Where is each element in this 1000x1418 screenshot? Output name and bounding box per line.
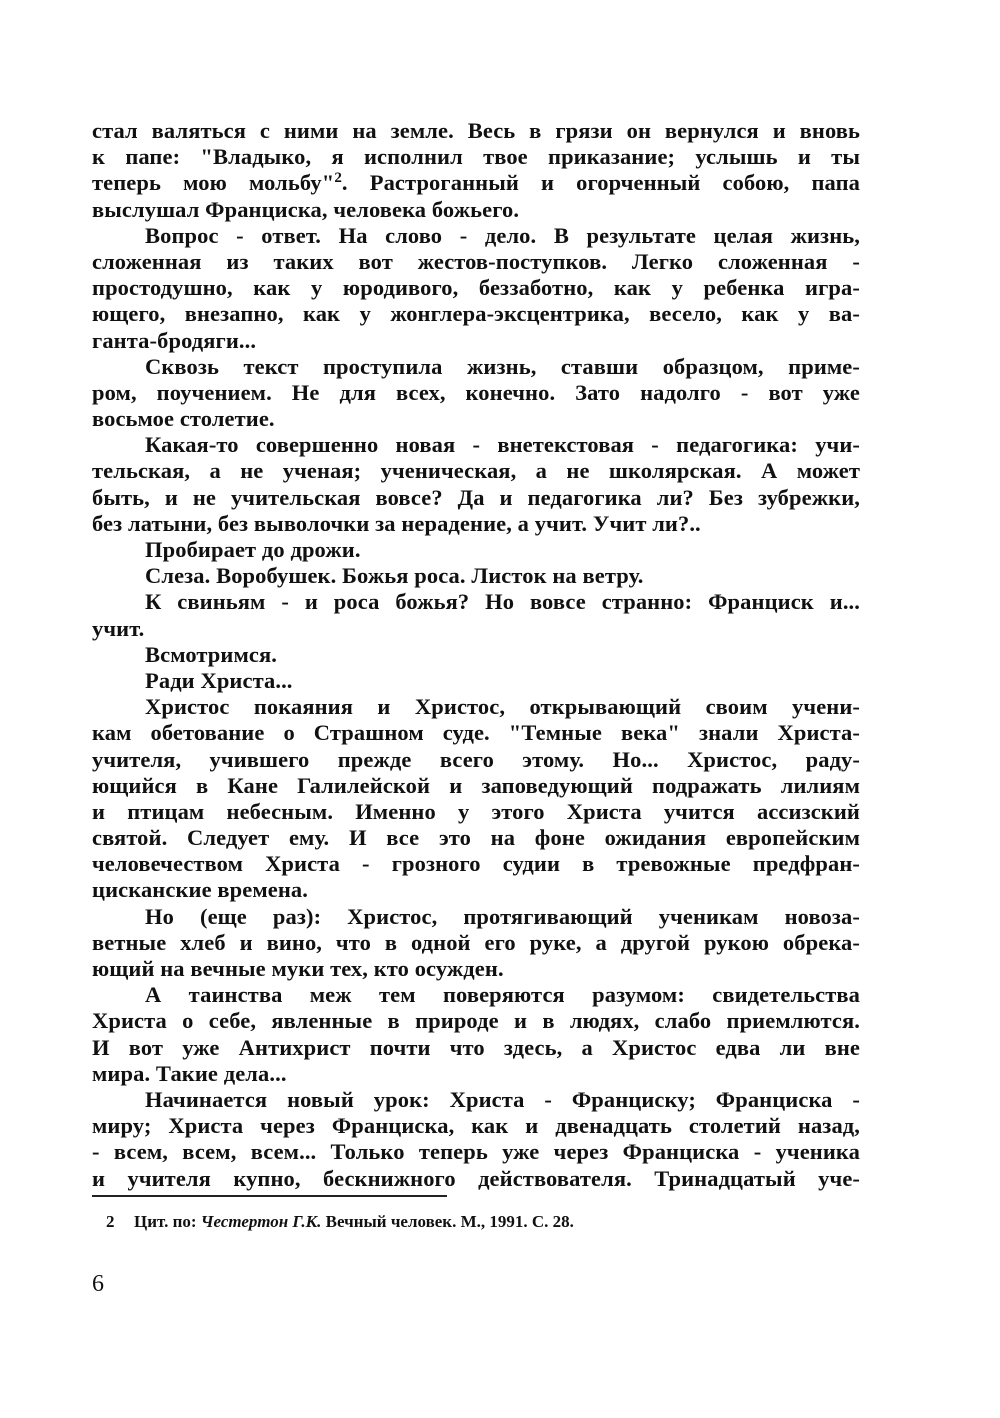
text-line (92, 773, 860, 799)
text-line-content: Всмотримся. (145, 641, 277, 667)
text-line (92, 668, 860, 694)
text-line (92, 275, 860, 301)
text-line-content: ветные хлеб и вино, что в одной его руке, а другой рукою обрека- (92, 929, 860, 955)
text-line-content: учителя, учившего прежде всего этому. Но... Христос, раду- (92, 746, 860, 772)
text-line (92, 904, 860, 930)
text-line (92, 799, 860, 825)
text-line (92, 1035, 860, 1061)
text-line (92, 197, 860, 223)
text-line-content: мира. Такие дела... (92, 1060, 287, 1086)
text-line (92, 1087, 860, 1113)
text-line (92, 144, 860, 170)
text-line-content: учит. (92, 615, 145, 641)
text-line-content: быть, и не учительская вовсе? Да и педагогика ли? Без зубрежки, (92, 484, 860, 510)
footnote-number: 2 (106, 1212, 115, 1231)
text-line-continuation: . Растроганный и огорченный собою, папа (341, 170, 861, 196)
text-line-content: тельская, а не ученая; ученическая, а не школярская. А может (92, 458, 860, 484)
text-line-content: Ради Христа... (145, 667, 293, 693)
text-line-content: Начинается новый урок: Христа - Франциску; Франциска - (145, 1086, 860, 1112)
text-line (92, 720, 860, 746)
text-line-content: Вопрос - ответ. На слово - дело. В результате целая жизнь, (145, 222, 860, 248)
text-line-content: А таинства меж тем поверяются разумом: свидетельства (145, 982, 860, 1008)
page-number: 6 (92, 1271, 104, 1297)
text-line (92, 1166, 860, 1192)
text-line (92, 458, 860, 484)
text-line (92, 642, 860, 668)
text-line (92, 825, 860, 851)
text-line-content: кам обетование о Страшном суде. "Темные века" знали Христа- (92, 720, 860, 746)
text-line-content: цисканские времена. (92, 877, 308, 903)
text-line-content: ющийся в Кане Галилейской и заповедующий подражать лилиям (92, 772, 860, 798)
text-line-content: и птицам небесным. Именно у этого Христа учится ассизский (92, 798, 860, 824)
text-line-content: выслушал Франциска, человека божьего. (92, 196, 520, 222)
footnote-prefix: Цит. по: (134, 1212, 201, 1231)
text-line-content: простодушно, как у юродивого, беззаботно, как у ребенка игра- (92, 275, 860, 301)
text-line (92, 1113, 860, 1139)
text-line-content: ющий на вечные муки тех, кто осужден. (92, 956, 504, 981)
text-line-content: сложенная из таких вот жестов-поступков. Легко сложенная - (92, 248, 860, 274)
text-line (92, 223, 860, 249)
text-line (92, 982, 860, 1008)
text-line (92, 589, 860, 615)
text-line-content: теперь мою мольбу" (92, 170, 335, 196)
text-line (92, 380, 860, 406)
text-line (92, 354, 860, 380)
text-line (92, 1139, 860, 1165)
text-line-content: ганта-бродяги... (92, 327, 257, 353)
text-line (92, 301, 860, 327)
footnote-reference: 2 (334, 170, 342, 187)
text-line (92, 406, 860, 432)
text-line-content: святой. Следует ему. И все это на фоне ожидания европейским (92, 825, 860, 851)
text-line-content: К свиньям - и роса божья? Но вовсе странно: Франциск и... (145, 589, 860, 615)
text-line (92, 930, 860, 956)
text-line-content: Христос покаяния и Христос, открывающий своим учени- (145, 694, 860, 720)
text-line-content: Но (еще раз): Христос, протягивающий ученикам новоза- (145, 903, 860, 929)
text-line-content: - всем, всем, всем... Только теперь уже через Франциска - ученика (92, 1139, 860, 1165)
text-line (92, 1008, 860, 1034)
text-line (92, 485, 860, 511)
text-line-content: к папе: "Владыко, я исполнил твое приказание; услышь и ты (92, 144, 860, 170)
text-line-content: ющего, внезапно, как у жонглера-эксцентрика, весело, как у ва- (92, 301, 860, 327)
text-line-content: восьмое столетие. (92, 406, 275, 432)
text-line (92, 432, 860, 458)
text-line (92, 747, 860, 773)
text-line-content: и учителя купно, бескнижного действователя. Тринадцатый уче- (92, 1165, 860, 1191)
text-line (92, 956, 860, 982)
text-line (92, 851, 860, 877)
text-line-content: Какая-то совершенно новая - внетекстовая - педагогика: учи- (145, 432, 860, 458)
footnote (106, 1211, 574, 1233)
text-line-content: человечеством Христа - грозного судии в тревожные предфран- (92, 851, 860, 877)
text-line-content: Пробирает до дрожи. (145, 537, 361, 562)
page-body (92, 118, 860, 1192)
footnote-citation: Вечный человек. М., 1991. С. 28. (321, 1212, 574, 1231)
text-line-content: Христа о себе, явленные в природе и в людях, слабо приемлются. (92, 1008, 860, 1034)
text-line-content: ром, поучением. Не для всех, конечно. Зато надолго - вот уже (92, 379, 860, 405)
text-line (92, 537, 860, 563)
text-line-content: стал валяться с ними на земле. Весь в грязи он вернулся и вновь (92, 118, 860, 143)
text-line-content: без латыни, без выволочки за нерадение, а учит. Учит ли?.. (92, 510, 701, 536)
text-line-content: миру; Христа через Франциска, как и двенадцать столетий назад, (92, 1113, 860, 1139)
text-line (92, 1061, 860, 1087)
footnote-divider (92, 1195, 447, 1197)
text-line (92, 877, 860, 903)
text-line (92, 170, 860, 196)
text-line (92, 616, 860, 642)
text-line (92, 694, 860, 720)
text-line-content: Сквозь текст проступила жизнь, ставши образцом, приме- (145, 353, 860, 379)
footnote-author: Честертон Г.К. (200, 1212, 322, 1231)
text-line (92, 511, 860, 537)
text-line (92, 328, 860, 354)
text-line-content: И вот уже Антихрист почти что здесь, а Христос едва ли вне (92, 1034, 860, 1060)
text-line (92, 249, 860, 275)
text-line (92, 118, 860, 144)
text-line-content: Слеза. Воробушек. Божья роса. Листок на ветру. (145, 563, 644, 589)
text-line (92, 563, 860, 589)
